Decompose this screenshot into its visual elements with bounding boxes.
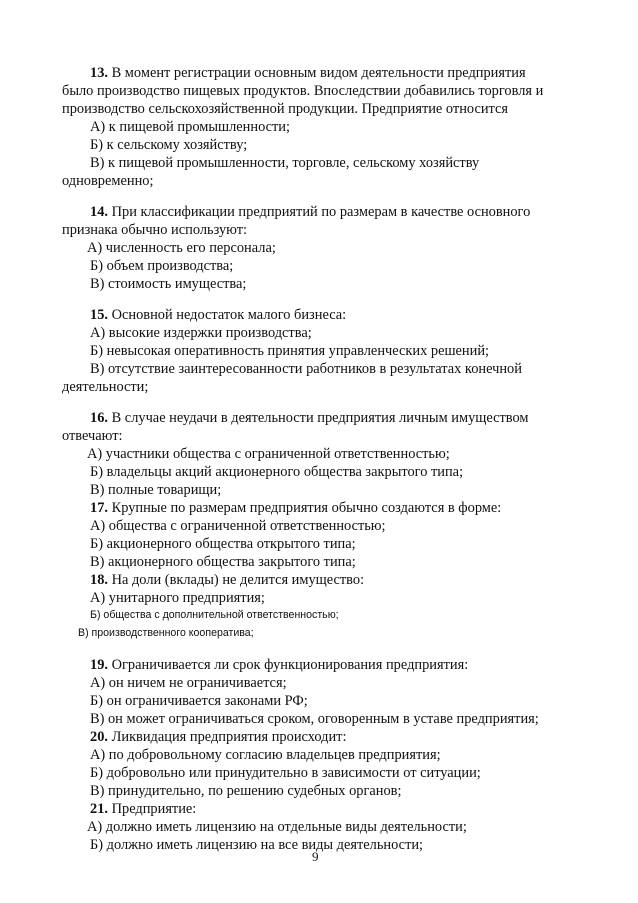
question-21-line-1: [90, 800, 196, 818]
question-15-option-c: В) отсутствие заинтересованности работников в результатах конечной: [90, 361, 522, 377]
question-14-option-b: Б) объем производства;: [90, 258, 234, 274]
question-16-line-1: [90, 409, 529, 427]
question-13-option-c-cont: одновременно;: [62, 173, 154, 189]
question-14-option-c: В) стоимость имущества;: [90, 276, 247, 292]
question-18-option-c: В) производственного кооператива;: [78, 627, 254, 639]
question-19-number: 19.: [90, 657, 108, 673]
question-19-line-1: [90, 656, 468, 674]
question-20-text: Ликвидация предприятия происходит:: [111, 729, 347, 745]
question-13-number: 13.: [90, 65, 108, 81]
question-19-option-c: В) он может ограничиваться сроком, оговоренным в уставе предприятия;: [90, 711, 539, 727]
question-16-number: 16.: [90, 410, 108, 426]
page-number: 9: [312, 849, 319, 864]
question-16-option-c: В) полные товарищи;: [90, 482, 222, 498]
question-13-option-a: А) к пищевой промышленности;: [90, 119, 291, 135]
question-18-option-b: Б) общества с дополнительной ответственностью;: [90, 609, 339, 621]
question-15-line-1: [90, 306, 346, 324]
question-19-text: Ограничивается ли срок функционирования предприятия:: [111, 657, 469, 673]
question-20-option-b: Б) добровольно или принудительно в зависимости от ситуации;: [90, 765, 481, 781]
question-17-option-b: Б) акционерного общества открытого типа;: [90, 536, 356, 552]
question-14-line-2: признака обычно используют:: [62, 222, 248, 238]
question-18-option-a: А) унитарного предприятия;: [90, 590, 265, 606]
question-20-option-a: А) по добровольному согласию владельцев предприятия;: [90, 747, 441, 763]
question-15-option-b: Б) невысокая оперативность принятия управленческих решений;: [90, 343, 490, 359]
question-21-option-b: Б) должно иметь лицензию на все виды деятельности;: [90, 837, 424, 853]
question-15-option-c-cont: деятельности;: [62, 379, 149, 395]
question-19-option-b: Б) он ограничивается законами РФ;: [90, 693, 308, 709]
question-14-text: При классификации предприятий по размерам в качестве основного: [111, 204, 531, 220]
question-13-option-c: В) к пищевой промышленности, торговле, сельскому хозяйству: [90, 155, 480, 171]
question-15-option-a: А) высокие издержки производства;: [90, 325, 312, 341]
question-13-line-1: [90, 64, 526, 82]
question-13-text: В момент регистрации основным видом деятельности предприятия: [111, 65, 526, 81]
question-20-line-1: [90, 728, 346, 746]
question-16-line-2: отвечают:: [62, 428, 123, 444]
question-14-line-1: [90, 203, 530, 221]
question-15-number: 15.: [90, 307, 108, 323]
question-21-number: 21.: [90, 801, 108, 817]
question-20-option-c: В) принудительно, по решению судебных органов;: [90, 783, 402, 799]
question-13-line-2: было производство пищевых продуктов. Впоследствии добавились торговля и: [62, 83, 544, 99]
question-17-number: 17.: [90, 500, 108, 516]
question-18-text: На доли (вклады) не делится имущество:: [111, 572, 365, 588]
question-14-option-a: А) численность его персонала;: [87, 240, 276, 256]
question-16-option-a: А) участники общества с ограниченной ответственностью;: [87, 446, 450, 462]
question-21-option-a: А) должно иметь лицензию на отдельные виды деятельности;: [87, 819, 467, 835]
question-18-line-1: [90, 571, 364, 589]
question-15-text: Основной недостаток малого бизнеса:: [111, 307, 347, 323]
question-14-number: 14.: [90, 204, 108, 220]
question-13-option-b: Б) к сельскому хозяйству;: [90, 137, 248, 153]
question-13-line-3: производство сельскохозяйственной продукции. Предприятие относится: [62, 101, 509, 117]
question-16-option-b: Б) владельцы акций акционерного общества закрытого типа;: [90, 464, 464, 480]
question-17-option-c: В) акционерного общества закрытого типа;: [90, 554, 356, 570]
question-16-text: В случае неудачи в деятельности предприятия личным имуществом: [111, 410, 529, 426]
question-17-option-a: А) общества с ограниченной ответственностью;: [90, 518, 386, 534]
question-17-text: Крупные по размерам предприятия обычно создаются в форме:: [111, 500, 502, 516]
question-19-option-a: А) он ничем не ограничивается;: [90, 675, 287, 691]
question-20-number: 20.: [90, 729, 108, 745]
question-21-text: Предприятие:: [111, 801, 197, 817]
question-18-number: 18.: [90, 572, 108, 588]
question-17-line-1: [90, 499, 501, 517]
